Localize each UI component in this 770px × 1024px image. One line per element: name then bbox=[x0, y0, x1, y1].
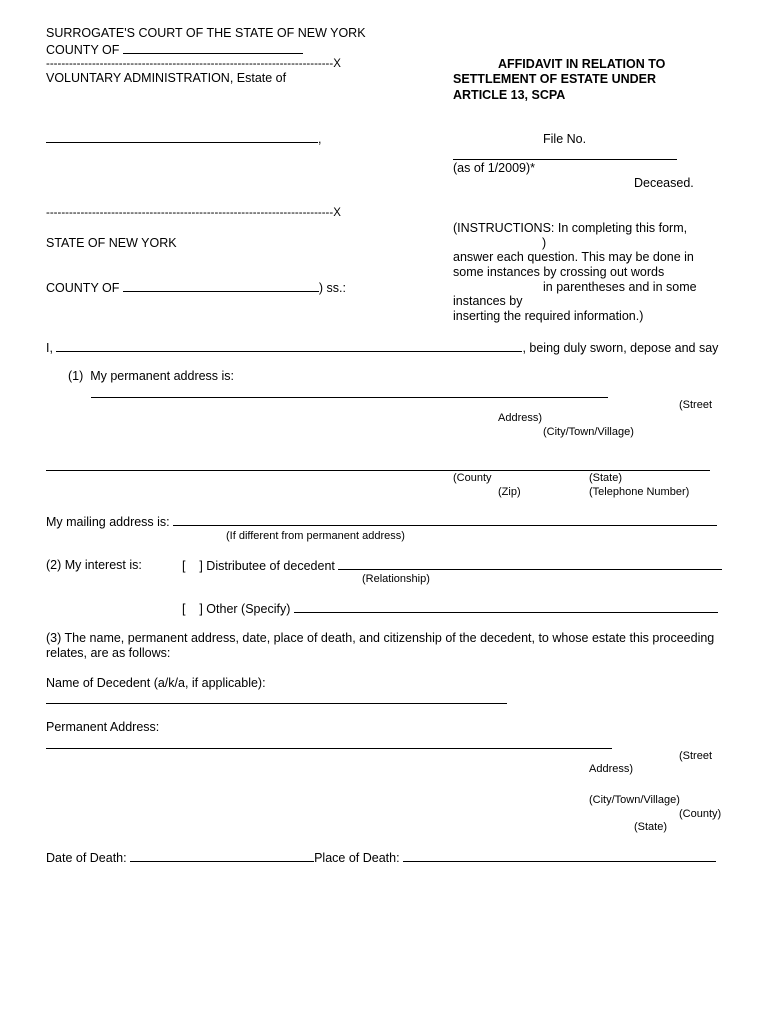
q3-city-label: (City/Town/Village) bbox=[589, 794, 680, 806]
mailing-address-field[interactable] bbox=[173, 514, 717, 526]
q1-street-label: (Street bbox=[679, 399, 713, 411]
q3-text-line-1: (3) The name, permanent address, date, place of death, and citizenship of the decedent, to whose estate this proceeding bbox=[46, 631, 715, 645]
death-row bbox=[46, 850, 716, 865]
other-checkbox[interactable]: [ ] Other (Specify) bbox=[182, 602, 291, 616]
distributee-row bbox=[182, 558, 722, 573]
oath-line bbox=[46, 340, 718, 355]
venue-state: STATE OF NEW YORK bbox=[46, 236, 177, 250]
q1-telephone-label: (Telephone Number) bbox=[589, 486, 690, 498]
court-name: SURROGATE'S COURT OF THE STATE OF NEW YORK bbox=[46, 26, 366, 40]
q1-county-label: (County bbox=[453, 472, 492, 484]
instructions-line-2: ) bbox=[542, 236, 547, 250]
distributee-checkbox[interactable]: [ ] Distributee of decedent bbox=[182, 559, 335, 573]
venue-county-field[interactable] bbox=[123, 280, 319, 292]
file-no-field[interactable] bbox=[453, 159, 677, 160]
instructions-line-6: instances by bbox=[453, 294, 523, 308]
caption-county-label: COUNTY OF bbox=[46, 43, 120, 57]
decedent-name-field[interactable] bbox=[46, 131, 318, 143]
date-of-death-field[interactable] bbox=[130, 850, 314, 862]
decedent-address-label: Permanent Address: bbox=[46, 720, 160, 734]
title-line-3: ARTICLE 13, SCPA bbox=[453, 88, 566, 102]
q1-label: (1) My permanent address is: bbox=[68, 369, 235, 383]
q2-label: (2) My interest is: bbox=[46, 558, 142, 572]
estate-caption: VOLUNTARY ADMINISTRATION, Estate of bbox=[46, 71, 287, 85]
title-line-2: SETTLEMENT OF ESTATE UNDER bbox=[453, 72, 657, 86]
other-row bbox=[182, 601, 718, 616]
instructions-line-7: inserting the required information.) bbox=[453, 309, 644, 323]
place-of-death-field[interactable] bbox=[403, 850, 716, 862]
decedent-name-label: Name of Decedent (a/k/a, if applicable): bbox=[46, 676, 266, 690]
file-no-label: File No. bbox=[543, 132, 587, 146]
other-specify-field[interactable] bbox=[294, 601, 718, 613]
caption-divider-bottom: ---------------------------------------------------------------------------X bbox=[46, 207, 341, 219]
deceased-label: Deceased. bbox=[634, 176, 694, 190]
permanent-address-field[interactable] bbox=[91, 397, 608, 398]
decedent-name-row bbox=[46, 131, 321, 146]
as-of-note: (as of 1/2009)* bbox=[453, 161, 535, 175]
caption-county-field[interactable] bbox=[123, 42, 303, 54]
caption-county bbox=[46, 42, 303, 57]
oath-prefix: I, bbox=[46, 341, 53, 355]
q3-county-label: (County) bbox=[679, 808, 722, 820]
q1-city-label: (City/Town/Village) bbox=[543, 426, 634, 438]
venue-ss: ) ss.: bbox=[318, 281, 346, 295]
caption-divider-top: ---------------------------------------------------------------------------X bbox=[46, 58, 341, 70]
q1-state-label: (State) bbox=[589, 472, 623, 484]
decedent-address-field[interactable] bbox=[46, 748, 612, 749]
date-of-death-label: Date of Death: bbox=[46, 851, 127, 865]
instructions-line-4: some instances by crossing out words bbox=[453, 265, 665, 279]
q1-address-label: Address) bbox=[498, 412, 543, 424]
q3-state-label: (State) bbox=[634, 821, 668, 833]
place-of-death-label: Place of Death: bbox=[314, 851, 400, 865]
relationship-label: (Relationship) bbox=[362, 573, 430, 585]
mailing-address-note: (If different from permanent address) bbox=[226, 530, 405, 542]
title-line-1: AFFIDAVIT IN RELATION TO bbox=[498, 57, 666, 71]
decedent-name-input[interactable] bbox=[46, 703, 507, 704]
instructions-line-5: in parentheses and in some bbox=[543, 280, 697, 294]
venue-county bbox=[46, 280, 346, 295]
q3-address-label: Address) bbox=[589, 763, 634, 775]
permanent-address-line-2-field[interactable] bbox=[46, 470, 710, 471]
oath-suffix: , being duly sworn, depose and say bbox=[522, 341, 719, 355]
q3-text-line-2: relates, are as follows: bbox=[46, 646, 171, 660]
instructions-line-3: answer each question. This may be done in bbox=[453, 250, 694, 264]
mailing-address-label: My mailing address is: bbox=[46, 515, 170, 529]
relationship-field[interactable] bbox=[338, 558, 722, 570]
affiant-name-field[interactable] bbox=[56, 340, 522, 352]
q3-street-label: (Street bbox=[679, 750, 713, 762]
q1-zip-label: (Zip) bbox=[498, 486, 521, 498]
instructions-line-1: (INSTRUCTIONS: In completing this form, bbox=[453, 221, 688, 235]
decedent-name-comma: , bbox=[318, 132, 322, 146]
venue-county-label: COUNTY OF bbox=[46, 281, 120, 295]
mailing-address-row bbox=[46, 514, 717, 529]
